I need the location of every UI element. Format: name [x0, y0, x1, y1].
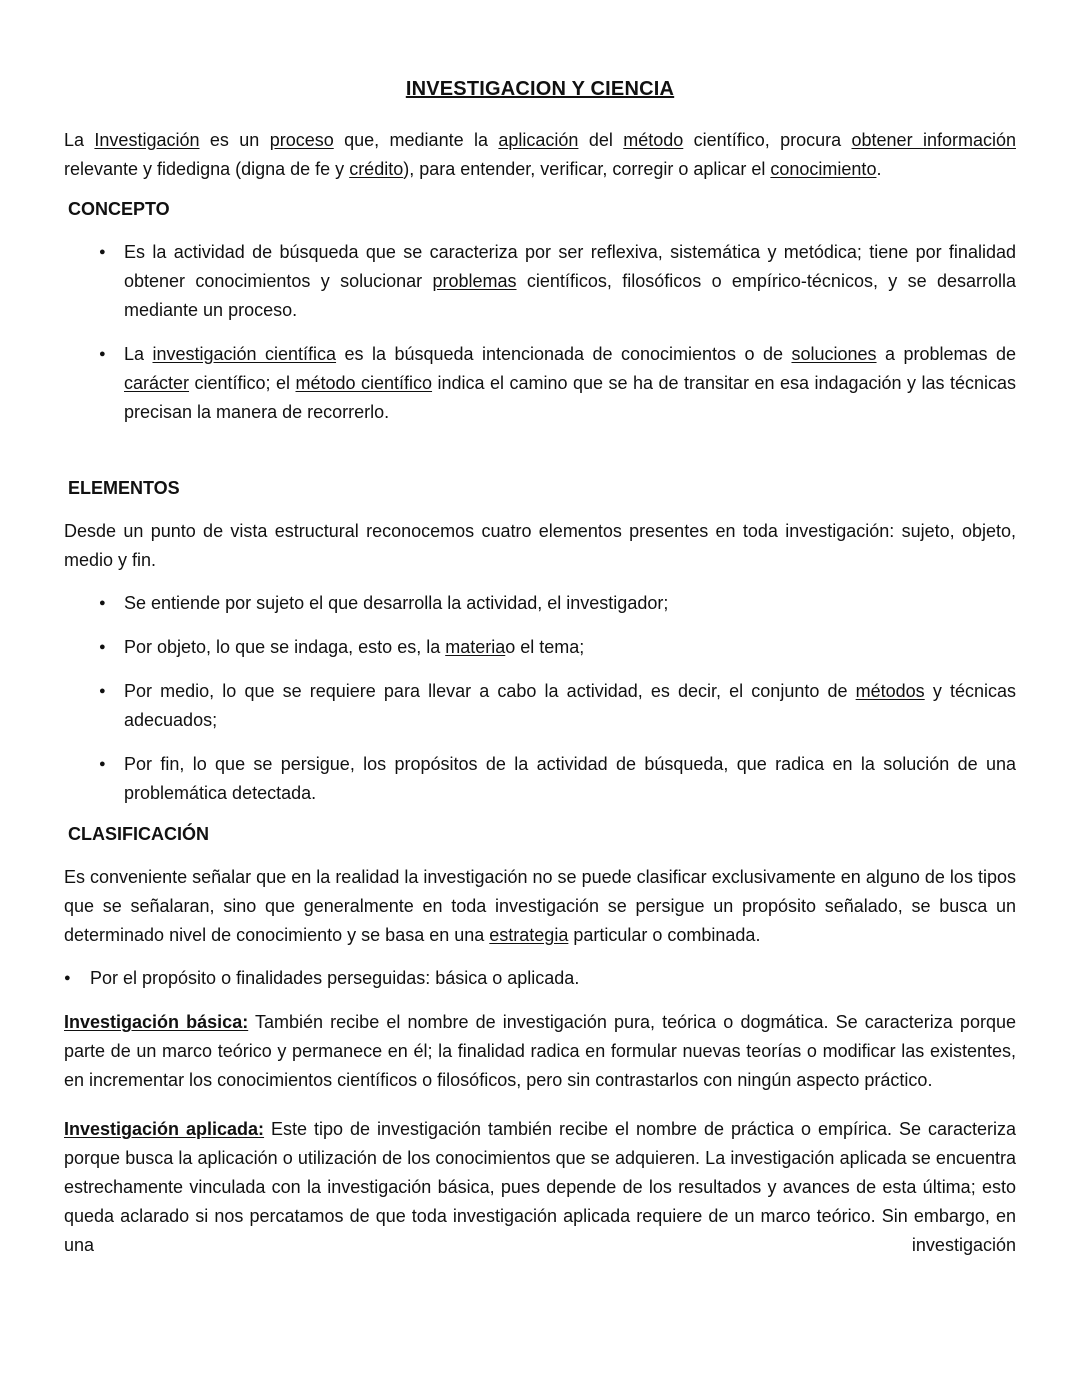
text-run: Por fin, lo que se persigue, los propósitos de la actividad de búsqueda, que radica en la solución de una problemática detectada.	[124, 754, 1016, 803]
list-item-elementos-3	[64, 677, 1016, 735]
text-run: a problemas de	[876, 344, 1016, 364]
text-run: Se entiende por sujeto el que desarrolla la actividad, el investigador;	[124, 593, 669, 613]
list-item-elementos-4	[64, 750, 1016, 808]
emphasized-text-run: materia	[445, 637, 506, 657]
text-run: indica el camino que se ha de transitar en esa indagación y las técnicas precisan la manera de recorrerlo.	[124, 373, 1016, 422]
text-run: que, mediante la	[333, 130, 499, 150]
emphasized-text-run: método científico	[295, 373, 433, 393]
emphasized-text-run: carácter	[124, 373, 190, 393]
text-run: relevante y fidedigna (digna de fe y	[64, 159, 350, 179]
text-run: Por medio, lo que se requiere para llevar a cabo la actividad, es decir, el conjunto de	[124, 681, 856, 701]
elementos-intro-paragraph	[64, 517, 1016, 575]
aplicada-paragraph	[64, 1115, 1016, 1260]
section-heading-concepto: CONCEPTO	[68, 199, 170, 219]
list-item-elementos-2	[64, 633, 1016, 662]
emphasized-text-run: proceso	[269, 130, 334, 150]
emphasized-text-run: método	[623, 130, 684, 150]
text-run: es un	[199, 130, 270, 150]
section-heading-elementos: ELEMENTOS	[68, 478, 180, 498]
text-run: La	[124, 344, 153, 364]
text-run: científicos, filosóficos o empírico-técnicos, y se desarrolla mediante un proceso.	[124, 271, 1016, 320]
text-run: .	[876, 159, 882, 179]
list-item-concepto-2	[64, 340, 1016, 427]
list-item-elementos-1	[64, 589, 1016, 618]
emphasized-text-run: investigación científica	[152, 344, 337, 364]
emphasized-text-run: crédito	[349, 159, 404, 179]
emphasized-text-run: Investigación	[94, 130, 200, 150]
text-run: particular o combinada.	[568, 925, 761, 945]
emphasized-text-run: aplicación	[498, 130, 579, 150]
text-run: Desde un punto de vista estructural reconocemos cuatro elementos presentes en toda investigación: sujeto, objeto, medio y fin.	[64, 521, 1016, 570]
text-run: ), para entender, verificar, corregir o aplicar el	[403, 159, 771, 179]
emphasized-text-run: soluciones	[791, 344, 877, 364]
text-run: Este tipo de investigación también recibe el nombre de práctica o empírica. Se caracteriza porque busca la aplicación o utilización de los conocimientos que se adquieren. La investigación aplicada se encuentra estrechamente vinculada con la investigación básica, pues depende de los resultados y avances de esta última; esto queda aclarado si nos percatamos de que toda investigación aplicada requiere de un marco teórico. Sin embargo, en una investigación	[64, 1119, 1017, 1255]
emphasized-text-run: estrategia	[489, 925, 569, 945]
emphasized-text-run: métodos	[855, 681, 925, 701]
text-run: Es la actividad de búsqueda que se caracteriza por ser reflexiva, sistemática y metódica; tiene por finalidad obtener conocimientos y solucionar	[124, 242, 1016, 291]
clasificacion-bullet-list	[64, 964, 1016, 993]
list-item-clasificacion-1	[64, 964, 1016, 993]
text-run: Por objeto, lo que se indaga, esto es, la	[124, 637, 446, 657]
text-run: y técnicas adecuados;	[124, 681, 1016, 730]
intro-paragraph	[64, 126, 1016, 184]
text-run: científico, procura	[683, 130, 852, 150]
text-run: Es conveniente señalar que en la realidad la investigación no se puede clasificar exclusivamente en alguno de los tipos que se señalaran, sino que generalmente en toda investigación se persigue un propósito señalado, se busca un determinado nivel de conocimiento y se basa en una	[64, 867, 1016, 945]
emphasized-text-run: problemas	[432, 271, 517, 291]
text-run: es la búsqueda intencionada de conocimientos o de	[336, 344, 792, 364]
concepto-bullet-list	[64, 238, 1016, 427]
elementos-bullet-list	[64, 589, 1016, 808]
document-title: INVESTIGACION Y CIENCIA	[405, 78, 675, 100]
clasificacion-intro-paragraph	[64, 863, 1016, 950]
text-run: o el tema;	[505, 637, 585, 657]
list-item-concepto-1	[64, 238, 1016, 325]
text-run: científico; el	[189, 373, 296, 393]
section-heading-clasificacion: CLASIFICACIÓN	[68, 824, 209, 844]
emphasized-text-run: Investigación básica:	[64, 1012, 249, 1032]
basica-paragraph	[64, 1008, 1016, 1095]
text-run: del	[578, 130, 624, 150]
emphasized-text-run: Investigación aplicada:	[64, 1119, 265, 1139]
text-run: La	[64, 130, 95, 150]
emphasized-text-run: conocimiento	[770, 159, 877, 179]
text-run: También recibe el nombre de investigación pura, teórica o dogmática. Se caracteriza porque parte de un marco teórico y permanece en él; la finalidad radica en formular nuevas teorías o modificar las existentes, en incrementar los conocimientos científicos o filosóficos, pero sin contrastarlos con ningún aspecto práctico.	[64, 1012, 1016, 1090]
emphasized-text-run: obtener información	[851, 130, 1016, 150]
text-run: Por el propósito o finalidades perseguidas: básica o aplicada.	[90, 968, 580, 988]
